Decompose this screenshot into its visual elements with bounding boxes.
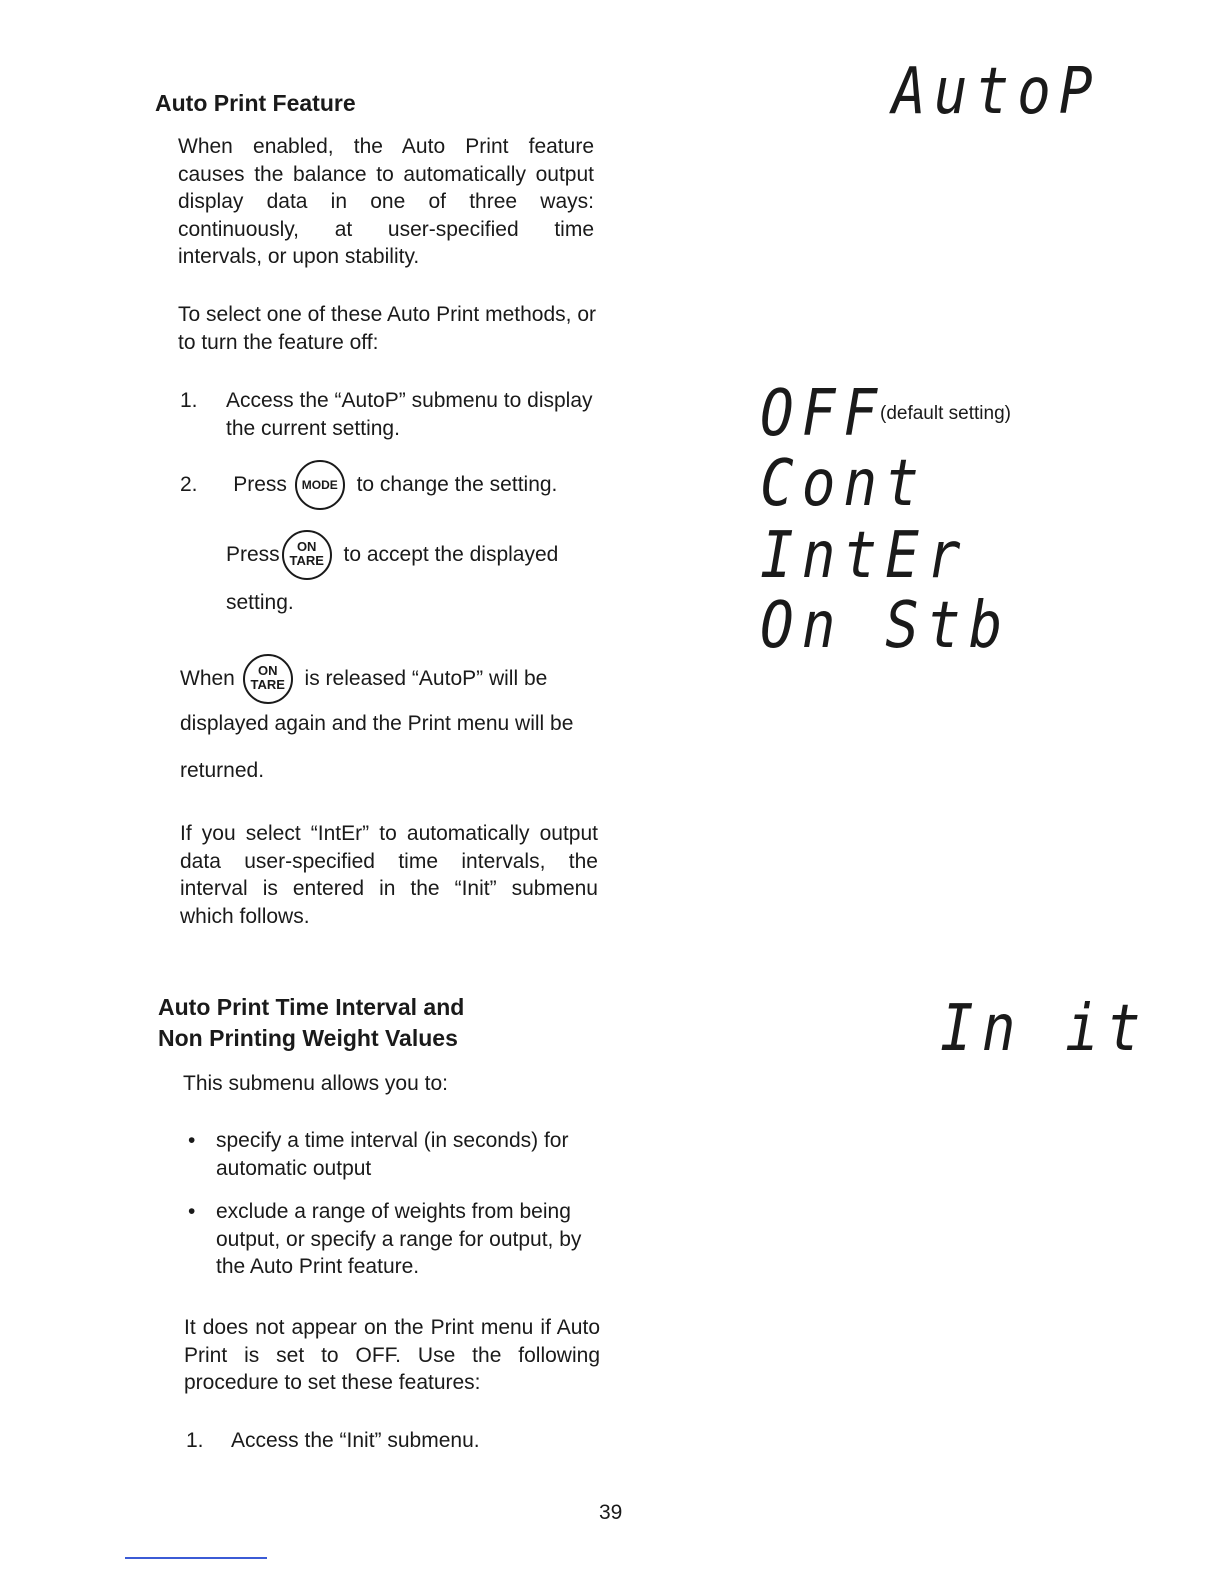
displayed-line: displayed again and the Print menu will be bbox=[180, 712, 574, 735]
display-off: OFF bbox=[760, 376, 886, 452]
mode-button-icon: MODE bbox=[295, 460, 345, 510]
step-2b bbox=[226, 528, 626, 582]
page-number: 39 bbox=[599, 1501, 623, 1524]
section-title-interval-line-2: Non Printing Weight Values bbox=[158, 1025, 458, 1051]
list-item: • exclude a range of weights from being output, or specify a range for output, by the Auto Print feature. bbox=[184, 1198, 602, 1281]
step-2-number: 2. bbox=[180, 473, 198, 496]
step-1-number: 1. bbox=[180, 389, 198, 412]
not-appear-paragraph: It does not appear on the Print menu if Auto Print is set to OFF. Use the following procedure to set these features: bbox=[184, 1316, 600, 1394]
when-released-line bbox=[180, 652, 610, 706]
display-onstb: On Stb bbox=[760, 588, 1011, 664]
select-paragraph: To select one of these Auto Print methods, or to turn the feature off: bbox=[178, 303, 596, 354]
display-cont: Cont bbox=[760, 446, 927, 522]
feature-bullet-list bbox=[184, 1127, 602, 1297]
display-init: In it bbox=[940, 991, 1149, 1067]
step-1 bbox=[180, 387, 600, 442]
when-text: is released “AutoP” will be bbox=[304, 667, 548, 690]
when-label: When bbox=[180, 667, 235, 690]
returned-line: returned. bbox=[180, 759, 265, 782]
setting-word: setting. bbox=[226, 591, 294, 614]
press-label-2: Press bbox=[226, 543, 280, 566]
step-1-text: Access the “AutoP” submenu to display the current setting. bbox=[226, 389, 593, 440]
footer-rule bbox=[125, 1557, 267, 1559]
intro-paragraph: When enabled, the Auto Print feature causes the balance to automatically output display data in one of three ways: continuously, at user-specified time intervals, or upon stability. bbox=[178, 135, 594, 268]
display-inter: IntEr bbox=[760, 518, 969, 594]
step-2-text: to change the setting. bbox=[356, 473, 558, 496]
inter-paragraph: If you select “IntEr” to automatically output data user-specified time intervals, the interval is entered in the “Init” submenu which follows. bbox=[180, 822, 598, 928]
default-setting-note: (default setting) bbox=[880, 403, 1011, 424]
step-1-init-text: Access the “Init” submenu. bbox=[231, 1429, 480, 1452]
on-tare-button-icon: ON TARE bbox=[282, 530, 332, 580]
section-title-interval-line-1: Auto Print Time Interval and bbox=[158, 994, 465, 1020]
submenu-intro: This submenu allows you to: bbox=[183, 1072, 448, 1095]
step-1-init-number: 1. bbox=[186, 1429, 204, 1452]
list-item: • specify a time interval (in seconds) for automatic output bbox=[184, 1127, 602, 1182]
press-label: Press bbox=[233, 473, 287, 496]
step-2 bbox=[180, 458, 610, 512]
step-1-init bbox=[186, 1427, 606, 1455]
step-2b-text: to accept the displayed bbox=[343, 543, 559, 566]
display-autop: AutoP bbox=[892, 54, 1101, 130]
on-tare-button-icon-2: ON TARE bbox=[243, 654, 293, 704]
section-title-auto-print: Auto Print Feature bbox=[155, 90, 356, 116]
